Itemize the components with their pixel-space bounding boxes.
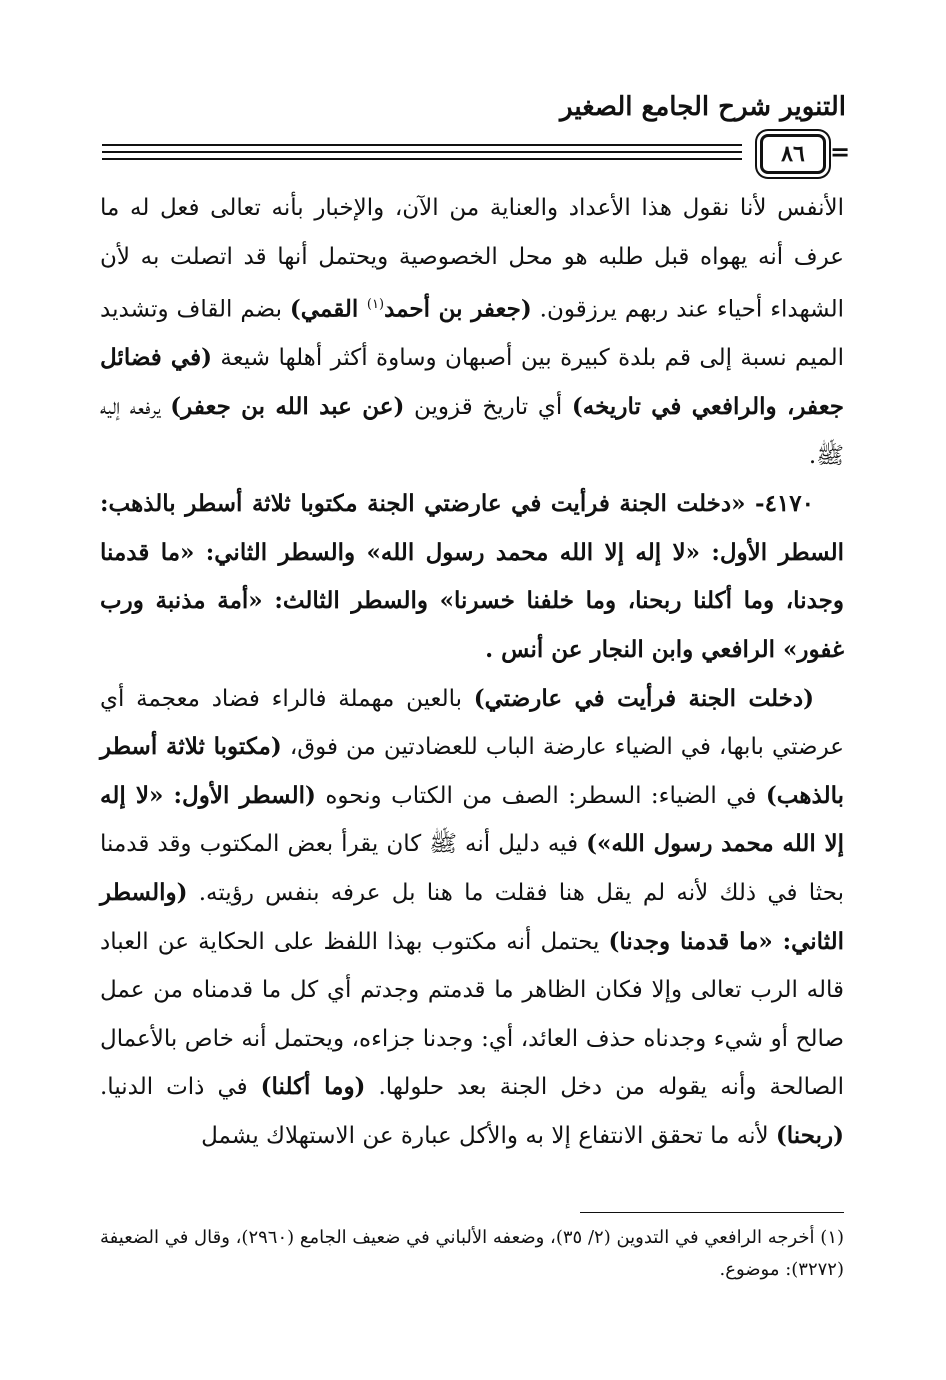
text-run: أي تاريخ قزوين	[404, 394, 572, 421]
text-run: يحتمل أنه مكتوب بهذا اللفظ على الحكاية عن العباد قاله الرب تعالى وإلا فكان الظاهر ما قدمتم وجدتم أي كل ما قدمناه من عمل صالح أو شيء وجدناه حذف العائد، أي: وجدنا جزاءه، ويحتمل أنه خاص بالأعمال الصالحة وأنه يقوله من دخل الجنة بعد حلولها.	[100, 928, 844, 1101]
hadith-text: ٤١٧٠- «دخلت الجنة فرأيت في عارضتي الجنة مكتوبا ثلاثة أسطر بالذهب: السطر الأول: «لا إله إلا الله محمد رسول الله» والسطر الثاني: «ما قدمنا وجدنا، وما أكلنا ربحنا، وما خلفنا خسرنا» والسطر الثالث: «أمة مذنبة ورب غفور» الرافعي وابن النجار عن أنس .	[100, 490, 844, 663]
text-run: لأنه ما تحقق الانتفاع إلا به والأكل عبارة عن الاستهلاك يشمل	[201, 1122, 776, 1149]
bold-run: (في فضائل جعفر، والرافعي في تاريخه)	[100, 344, 845, 421]
text-run: بضم القاف وتشديد الميم نسبة إلى قم بلدة كبيرة بين أصبهان وساوة أكثر أهلها شيعة	[100, 296, 844, 372]
bold-run: (ربحنا)	[775, 1121, 844, 1149]
bold-run: (السطر الأول: «لا إله إلا الله محمد رسول الله»)	[100, 781, 844, 858]
header-ornament: =	[830, 137, 851, 166]
paragraph-hadith-4170	[100, 480, 844, 674]
text-run: الأنفس لأنا نقول هذا الأعداد والعناية من الآن، والإخبار بأنه تعالى فعل له ما عرف أنه يهواه قبل طلبه هو محل الخصوصية ويحتمل أنها قد اتصلت به لأن الشهداء أحياء عند ربهم يرزقون.	[100, 195, 844, 323]
bold-run: (جعفر بن أحمد	[384, 295, 532, 323]
bold-run: (دخلت الجنة فرأيت في عارضتي)	[473, 684, 814, 712]
header-rule-middle	[102, 151, 742, 153]
footnote-separator	[580, 1212, 844, 1213]
header-rule-top	[102, 144, 742, 146]
page-number: ٨٦	[781, 141, 805, 167]
text-run: في ذات الدنيا.	[100, 1074, 261, 1101]
bold-run: (مكتوبا ثلاثة أسطر بالذهب)	[100, 733, 844, 809]
main-text	[100, 184, 844, 1161]
footnote: (١) أخرجه الرافعي في التدوين (٢/ ٣٥)، وضعفه الألباني في ضعيف الجامع (٢٩٦٠)، وقال في الضعيفة (٣٢٧٢): موضوع.	[100, 1227, 845, 1280]
bold-run: (وما أكلنا)	[260, 1073, 366, 1101]
footnote-ref[interactable]: (١)	[366, 297, 385, 313]
running-title: التنوير شرح الجامع الصغير	[560, 92, 846, 122]
text-run: بالعين مهملة فالراء فضاد معجمة أي عرضتي بابها، في الضياء عارضة الباب للعضادتين من فوق،	[100, 685, 844, 761]
page-number-box	[760, 134, 826, 174]
bold-run: (عن عبد الله بن جعفر)	[170, 393, 405, 421]
bold-run: (والسطر الثاني: «ما قدمنا وجدنا)	[100, 878, 844, 955]
bold-run: القمي)	[289, 295, 367, 323]
header-rule-bottom	[102, 158, 742, 160]
text-run: في الضياء: السطر: الصف من الكتاب ونحوه	[315, 782, 766, 809]
paragraph-commentary-2	[100, 675, 844, 1161]
paragraph-commentary-1	[100, 184, 844, 480]
text-run: يرفعه إليه ﷺ.	[100, 394, 844, 469]
text-run: فيه دليل أنه ﷺ كان يقرأ بعض المكتوب وقد قدمنا بحثا في ذلك لأنه لم يقل هنا فقلت ما هنا بل عرفه بنفس رؤيته.	[100, 831, 844, 906]
